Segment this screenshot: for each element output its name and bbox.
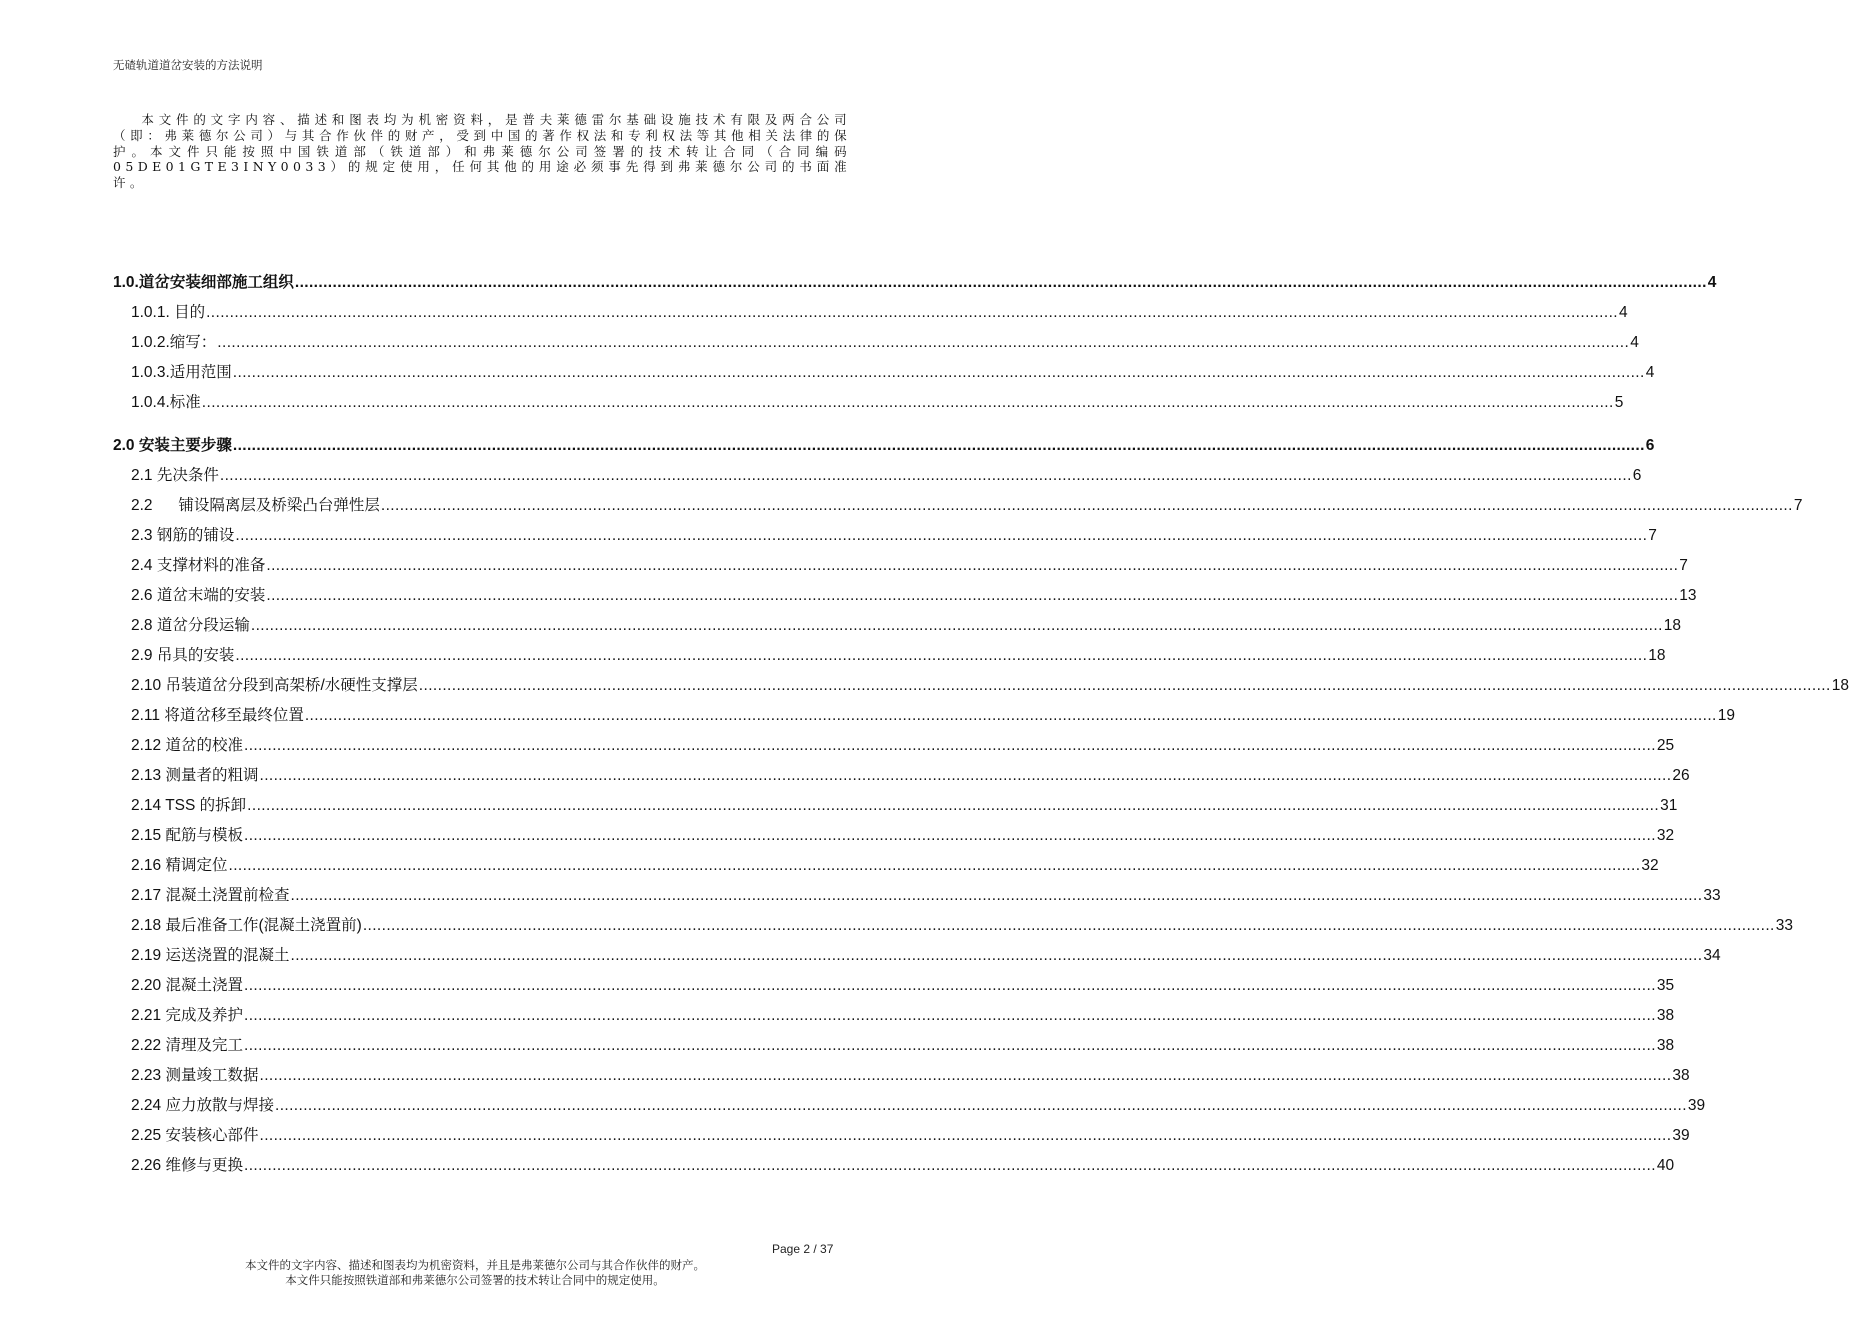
toc-dot-leader: ............................................................................................................................................................................................................................................................................................................ xyxy=(250,617,1663,634)
page-number: Page 2 / 37 xyxy=(772,1242,834,1256)
toc-entry-label: 2.1 先决条件 xyxy=(131,467,219,484)
toc-entry-page: 33 xyxy=(1703,887,1721,904)
toc-dot-leader: ............................................................................................................................................................................................................................................................................................................ xyxy=(290,887,1703,904)
toc-dot-leader: ............................................................................................................................................................................................................................................................................................................ xyxy=(232,437,1645,454)
toc-entry[interactable] xyxy=(131,1123,1690,1145)
toc-dot-leader: ............................................................................................................................................................................................................................................................................................................ xyxy=(232,364,1645,381)
toc-entry[interactable] xyxy=(131,1153,1675,1175)
toc-entry-page: 7 xyxy=(1679,557,1688,574)
toc-entry-label: 2.19 运送浇置的混凝土 xyxy=(131,947,290,964)
toc-entry-label: 2.20 混凝土浇置 xyxy=(131,977,243,994)
toc-entry-label: 2.13 测量者的粗调 xyxy=(131,767,259,784)
toc-entry[interactable] xyxy=(131,360,1655,382)
toc-dot-leader: ............................................................................................................................................................................................................................................................................................................ xyxy=(294,274,1707,291)
toc-entry[interactable] xyxy=(113,433,1655,455)
toc-entry-page: 33 xyxy=(1775,917,1793,934)
toc-entry-label: 2.22 清理及完工 xyxy=(131,1037,243,1054)
toc-entry-page: 18 xyxy=(1648,647,1666,664)
toc-entry[interactable] xyxy=(131,300,1628,322)
toc-entry-page: 25 xyxy=(1656,737,1675,754)
toc-dot-leader: ............................................................................................................................................................................................................................................................................................................ xyxy=(274,1097,1687,1114)
toc-dot-leader: ............................................................................................................................................................................................................................................................................................................ xyxy=(235,527,1648,544)
toc-entry-label: 1.0.1. 目的 xyxy=(131,304,206,321)
toc-entry-label: 2.11 将道岔移至最终位置 xyxy=(131,707,304,724)
toc-entry-page: 18 xyxy=(1831,677,1849,694)
toc-entry[interactable] xyxy=(131,853,1659,875)
toc-entry[interactable] xyxy=(131,553,1688,575)
toc-entry[interactable] xyxy=(131,733,1675,755)
toc-entry-label: 2.3 钢筋的铺设 xyxy=(131,527,235,544)
toc-entry[interactable] xyxy=(131,1063,1690,1085)
toc-entry-page: 7 xyxy=(1793,497,1803,514)
toc-entry-label: 1.0.4.标准 xyxy=(131,394,201,411)
toc-entry[interactable] xyxy=(131,943,1721,965)
toc-dot-leader: ............................................................................................................................................................................................................................................................................................................ xyxy=(243,1157,1656,1174)
toc-entry-page: 38 xyxy=(1656,1037,1675,1054)
toc-entry-page: 38 xyxy=(1672,1067,1690,1084)
toc-dot-leader: ............................................................................................................................................................................................................................................................................................................ xyxy=(362,917,1775,934)
toc-entry-label: 2.0 安装主要步骤 xyxy=(113,437,232,454)
toc-entry[interactable] xyxy=(131,793,1678,815)
toc-entry-page: 40 xyxy=(1656,1157,1675,1174)
toc-dot-leader: ............................................................................................................................................................................................................................................................................................................ xyxy=(201,394,1614,411)
toc-entry[interactable] xyxy=(131,613,1682,635)
toc-entry[interactable] xyxy=(131,463,1642,485)
toc-entry-label: 2.15 配筋与模板 xyxy=(131,827,243,844)
toc-dot-leader: ............................................................................................................................................................................................................................................................................................................ xyxy=(243,1007,1656,1024)
toc-entry-page: 18 xyxy=(1663,617,1682,634)
toc-entry[interactable] xyxy=(131,1003,1675,1025)
toc-entry-page: 4 xyxy=(1619,304,1628,321)
toc-dot-leader: ............................................................................................................................................................................................................................................................................................................ xyxy=(235,647,1648,664)
toc-entry-page: 4 xyxy=(1707,274,1717,291)
toc-entry[interactable] xyxy=(131,673,1849,695)
toc-entry-page: 38 xyxy=(1656,1007,1675,1024)
toc-dot-leader: ............................................................................................................................................................................................................................................................................................................ xyxy=(206,304,1619,321)
toc-entry-label: 2.14 TSS 的拆卸 xyxy=(131,797,247,814)
toc-entry[interactable] xyxy=(131,703,1735,725)
toc-entry[interactable] xyxy=(131,390,1624,412)
toc-entry[interactable] xyxy=(131,523,1657,545)
toc-entry-page: 32 xyxy=(1641,857,1659,874)
toc-dot-leader: ............................................................................................................................................................................................................................................................................................................ xyxy=(243,737,1656,754)
toc-entry-page: 6 xyxy=(1632,467,1642,484)
toc-entry-label: 2.17 混凝土浇置前检查 xyxy=(131,887,290,904)
toc-entry-label: 2.24 应力放散与焊接 xyxy=(131,1097,274,1114)
toc-entry[interactable] xyxy=(131,1093,1706,1115)
toc-entry[interactable] xyxy=(113,270,1717,292)
footer-line-1: 本文件的文字内容、描述和图表均为机密资料，并且是弗莱德尔公司与其合作伙伴的财产。 xyxy=(245,1258,705,1272)
toc-entry-label: 1.0.3.适用范围 xyxy=(131,364,232,381)
toc-entry[interactable] xyxy=(131,823,1675,845)
toc-entry-page: 4 xyxy=(1645,364,1655,381)
toc-entry-page: 32 xyxy=(1656,827,1675,844)
toc-entry-page: 19 xyxy=(1717,707,1735,724)
toc-dot-leader: ............................................................................................................................................................................................................................................................................................................ xyxy=(259,1127,1672,1144)
toc-entry-label: 2.4 支撑材料的准备 xyxy=(131,557,266,574)
toc-entry-page: 39 xyxy=(1672,1127,1690,1144)
toc-entry-label: 2.2 铺设隔离层及桥梁凸台弹性层 xyxy=(131,497,380,514)
toc-entry-page: 26 xyxy=(1672,767,1690,784)
confidentiality-notice xyxy=(113,112,851,191)
toc-entry-label: 2.26 维修与更换 xyxy=(131,1157,243,1174)
toc-dot-leader: ............................................................................................................................................................................................................................................................................................................ xyxy=(247,797,1660,814)
toc-entry[interactable] xyxy=(131,330,1639,352)
toc-entry-page: 7 xyxy=(1648,527,1657,544)
toc-dot-leader: ............................................................................................................................................................................................................................................................................................................ xyxy=(266,587,1679,604)
toc-entry-label: 2.25 安装核心部件 xyxy=(131,1127,259,1144)
toc-entry[interactable] xyxy=(131,883,1721,905)
toc-entry-page: 6 xyxy=(1645,437,1655,454)
toc-entry-label: 2.10 吊装道岔分段到高架桥/水硬性支撑层 xyxy=(131,677,418,694)
toc-entry[interactable] xyxy=(131,763,1690,785)
toc-entry[interactable] xyxy=(131,643,1666,665)
toc-dot-leader: ............................................................................................................................................................................................................................................................................................................ xyxy=(418,677,1831,694)
toc-entry-page: 35 xyxy=(1656,977,1675,994)
toc-entry-label: 2.16 精调定位 xyxy=(131,857,228,874)
toc-entry-label: 2.23 测量竣工数据 xyxy=(131,1067,259,1084)
toc-entry-page: 34 xyxy=(1703,947,1721,964)
toc-entry[interactable] xyxy=(131,493,1803,515)
toc-dot-leader: ............................................................................................................................................................................................................................................................................................................ xyxy=(243,1037,1656,1054)
toc-dot-leader: ............................................................................................................................................................................................................................................................................................................ xyxy=(380,497,1793,514)
toc-entry[interactable] xyxy=(131,583,1697,605)
toc-dot-leader: ............................................................................................................................................................................................................................................................................................................ xyxy=(243,977,1656,994)
toc-entry[interactable] xyxy=(131,913,1793,935)
toc-entry-label: 2.9 吊具的安装 xyxy=(131,647,235,664)
toc-dot-leader: ............................................................................................................................................................................................................................................................................................................ xyxy=(217,334,1630,351)
toc-entry-page: 5 xyxy=(1614,394,1624,411)
toc-dot-leader: ............................................................................................................................................................................................................................................................................................................ xyxy=(228,857,1641,874)
toc-dot-leader: ............................................................................................................................................................................................................................................................................................................ xyxy=(304,707,1717,724)
toc-entry-page: 13 xyxy=(1679,587,1697,604)
toc-dot-leader: ............................................................................................................................................................................................................................................................................................................ xyxy=(290,947,1703,964)
toc-entry-label: 1.0.道岔安装细部施工组织 xyxy=(113,274,294,291)
toc-dot-leader: ............................................................................................................................................................................................................................................................................................................ xyxy=(259,1067,1672,1084)
notice-text: 本文件的文字内容、描述和图表均为机密资料，是普夫莱德雷尔基础设施技术有限及两合公司（即：弗莱德尔公司）与其合作伙伴的财产，受到中国的著作权法和专利权法等其他相关法律的保护。本文件只能按照中国铁道部（铁道部）和弗莱德尔公司签署的技术转让合同（合同编码05DE01GTE3INY0033）的规定使用，任何其他的用途必须事先得到弗莱德尔公司的书面准许。 xyxy=(113,112,851,191)
toc-dot-leader: ............................................................................................................................................................................................................................................................................................................ xyxy=(219,467,1632,484)
toc-entry-label: 2.6 道岔末端的安装 xyxy=(131,587,266,604)
footer-line-2: 本文件只能按照铁道部和弗莱德尔公司签署的技术转让合同中的规定使用。 xyxy=(285,1273,665,1287)
toc-dot-leader: ............................................................................................................................................................................................................................................................................................................ xyxy=(266,557,1679,574)
toc-entry-label: 2.18 最后准备工作(混凝土浇置前) xyxy=(131,917,362,934)
toc-entry[interactable] xyxy=(131,973,1675,995)
toc-entry-label: 2.21 完成及养护 xyxy=(131,1007,243,1024)
toc-entry-label: 2.8 道岔分段运输 xyxy=(131,617,250,634)
toc-entry-page: 4 xyxy=(1630,334,1639,351)
document-header-title: 无碴轨道道岔安装的方法说明 xyxy=(113,58,263,72)
toc-entry-label: 2.12 道岔的校准 xyxy=(131,737,243,754)
toc-entry-page: 39 xyxy=(1687,1097,1706,1114)
toc-entry-label: 1.0.2.缩写： xyxy=(131,334,217,351)
toc-entry-page: 31 xyxy=(1660,797,1678,814)
toc-dot-leader: ............................................................................................................................................................................................................................................................................................................ xyxy=(243,827,1656,844)
toc-entry[interactable] xyxy=(131,1033,1675,1055)
toc-dot-leader: ............................................................................................................................................................................................................................................................................................................ xyxy=(259,767,1672,784)
